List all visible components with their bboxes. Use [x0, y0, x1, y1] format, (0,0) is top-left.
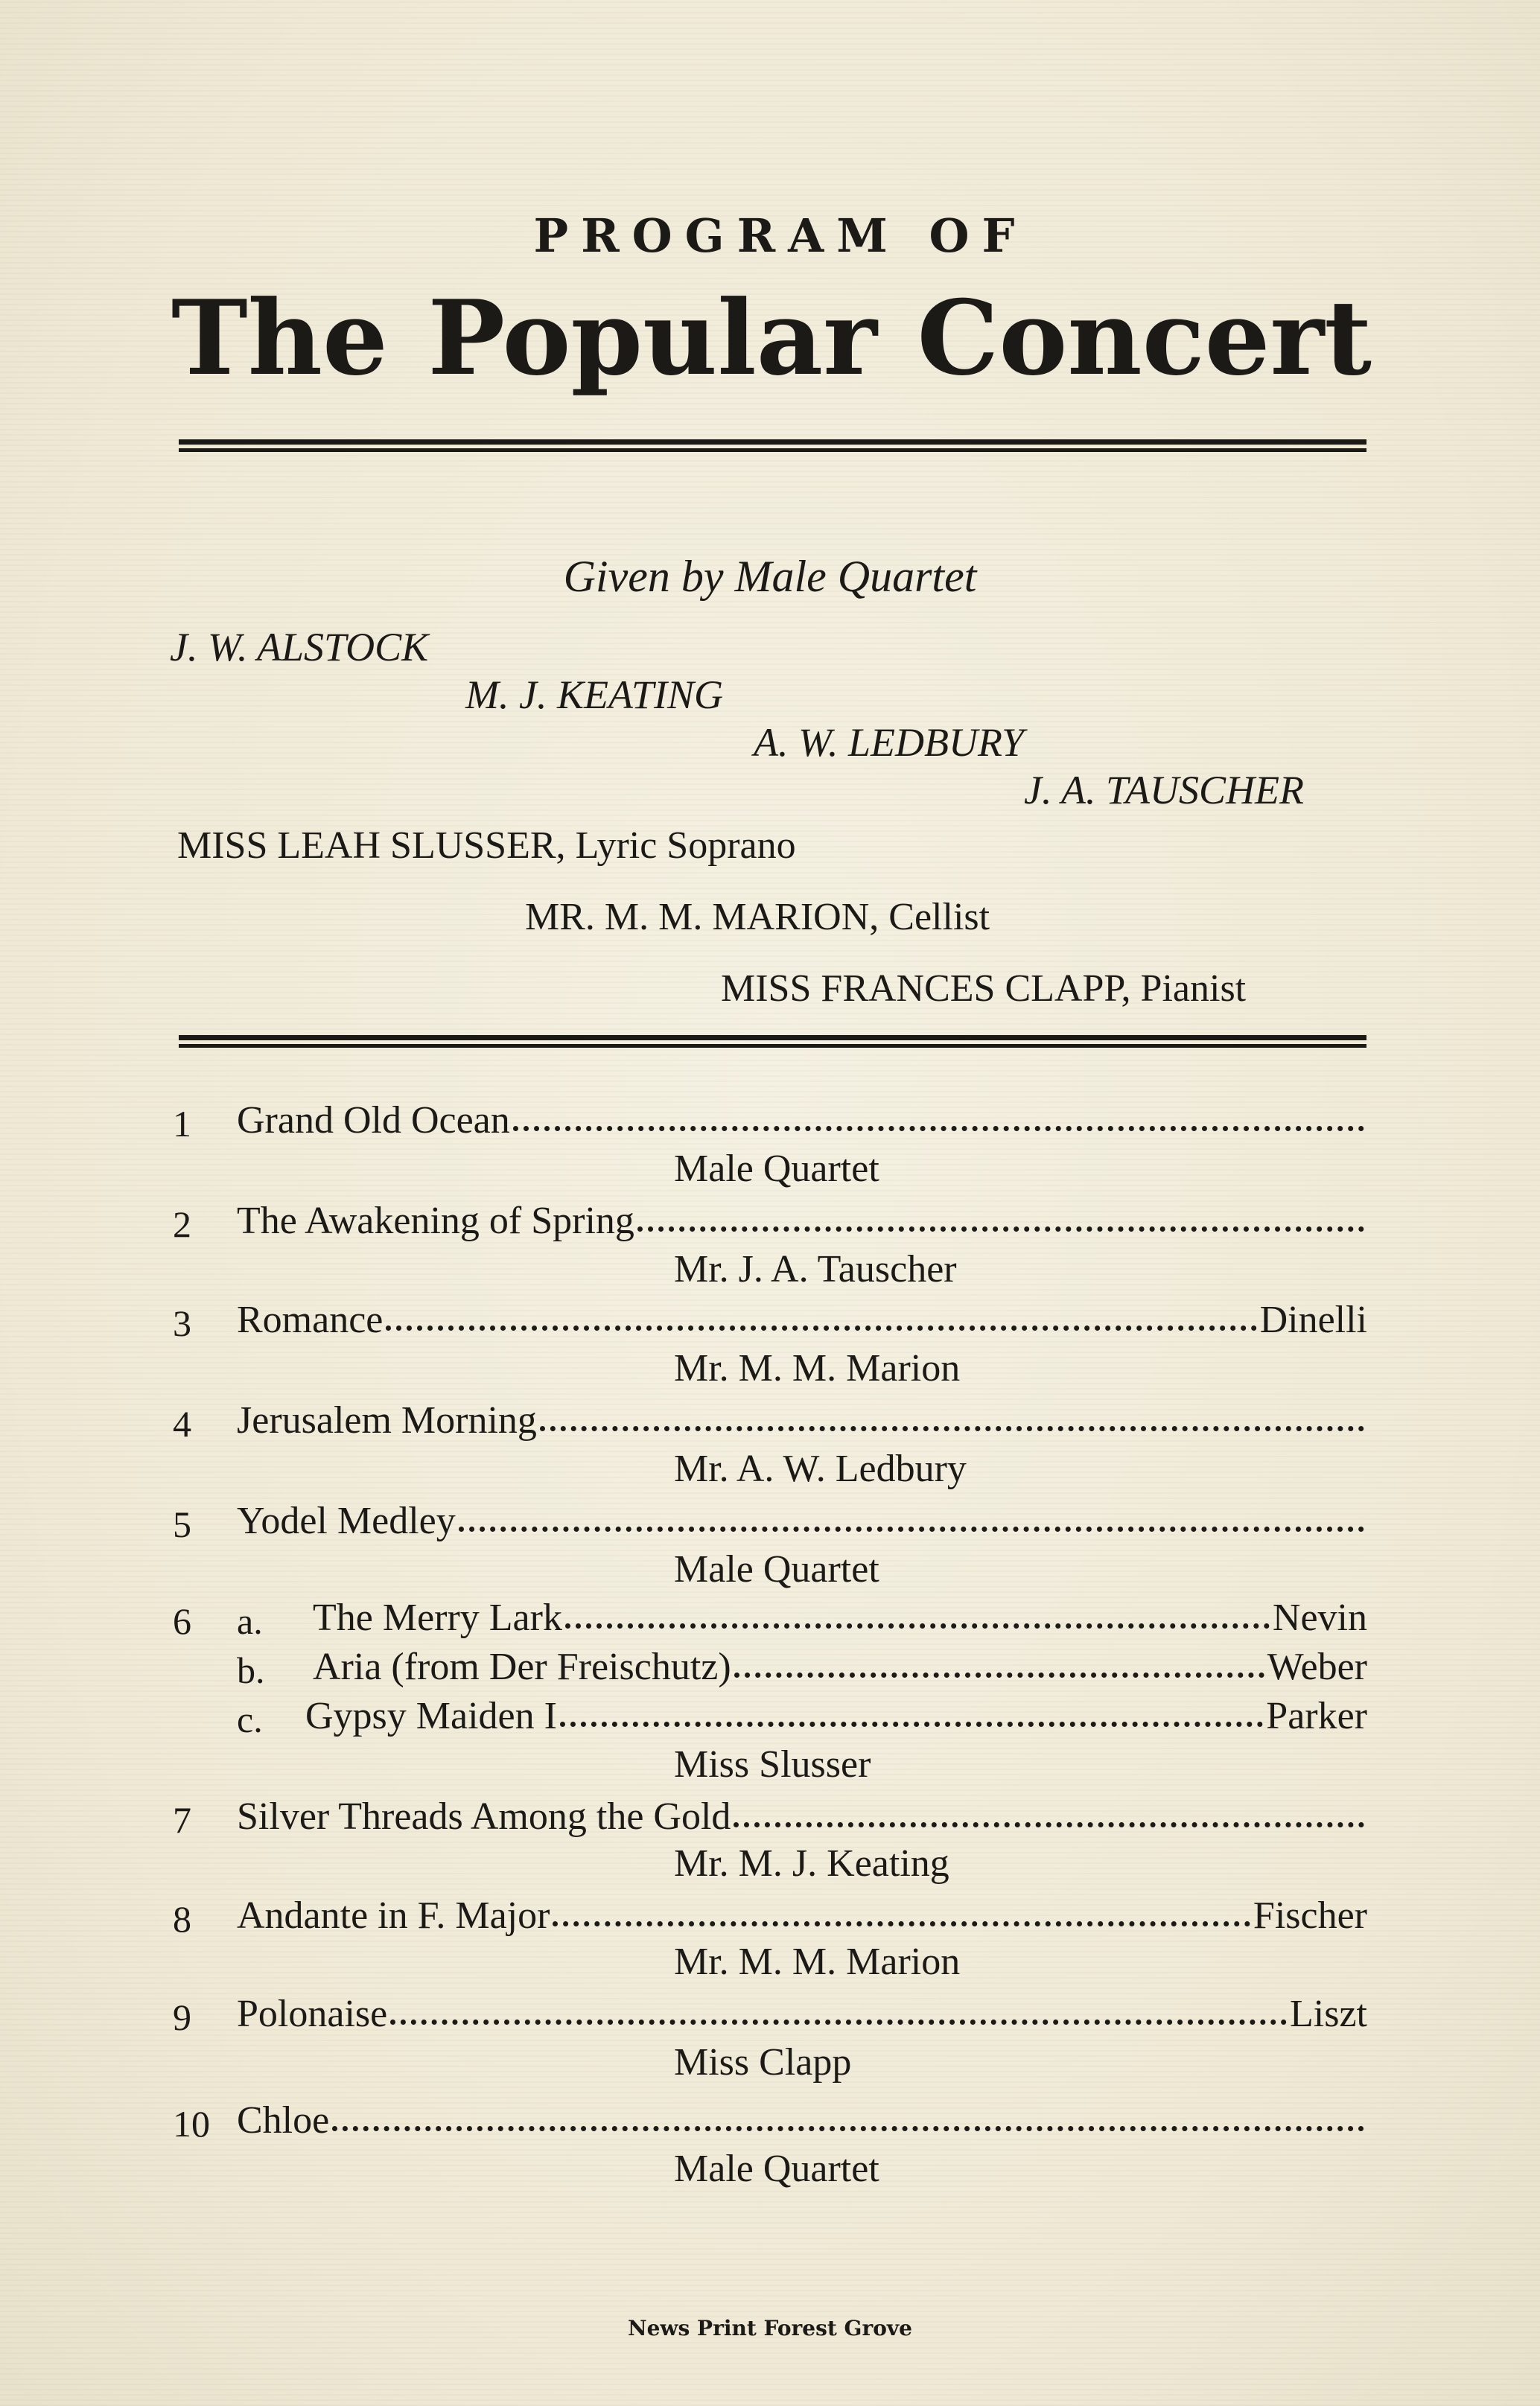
dot-leader: [637, 1226, 1364, 1232]
program-number: 4: [173, 1403, 191, 1445]
piece-title: Polonaise: [237, 1993, 388, 2035]
soloist-name: MR. M. M. MARION,: [525, 896, 879, 938]
piece-title: Romance: [237, 1299, 384, 1341]
sub-item-letter: a.: [237, 1600, 263, 1642]
quartet-member: J. A. TAUSCHER: [1024, 768, 1304, 812]
composer: Liszt: [1290, 1993, 1367, 2035]
piece-title: The Awakening of Spring: [237, 1200, 634, 1242]
piece-title: Andante in F. Major: [237, 1894, 550, 1937]
program-item: [237, 1298, 1367, 1342]
program-number: 3: [173, 1302, 191, 1344]
dot-leader: [565, 1623, 1270, 1629]
program-item: [237, 1795, 1367, 1839]
dot-leader: [513, 1126, 1364, 1131]
composer: Fischer: [1253, 1894, 1367, 1937]
dot-leader: [540, 1426, 1364, 1431]
performer: Miss Slusser: [674, 1743, 871, 1786]
composer: Weber: [1267, 1646, 1367, 1688]
sub-item-letter: c.: [237, 1699, 263, 1740]
program-item: [237, 1098, 1367, 1142]
composer: Parker: [1266, 1695, 1367, 1737]
soloist-cellist: [525, 895, 990, 939]
piece-title: Chloe: [237, 2099, 330, 2142]
dot-leader: [734, 1822, 1364, 1827]
given-by-line: Given by Male Quartet: [563, 552, 977, 601]
dot-leader: [553, 1921, 1250, 1926]
performer: Mr. M. M. Marion: [674, 1347, 961, 1390]
dot-leader: [386, 1325, 1256, 1331]
piece-title: The Merry Lark: [313, 1597, 562, 1639]
performer: Male Quartet: [674, 1148, 879, 1190]
soloist-name: MISS FRANCES CLAPP,: [721, 967, 1131, 1010]
dot-leader: [332, 2126, 1364, 2131]
program-number: 1: [173, 1103, 191, 1145]
program-number: 2: [173, 1203, 191, 1245]
quartet-member: J. W. ALSTOCK: [170, 625, 429, 669]
program-of-heading: PROGRAM OF: [533, 209, 1028, 263]
printer-credit: News Print Forest Grove: [628, 2316, 912, 2340]
sub-item-letter: b.: [237, 1649, 265, 1691]
piece-title: Grand Old Ocean: [237, 1099, 510, 1142]
piece-title: Silver Threads Among the Gold: [237, 1795, 731, 1838]
soloist-pianist: [721, 967, 1246, 1011]
performer: Mr. J. A. Tauscher: [674, 1248, 957, 1290]
program-item: [237, 1894, 1367, 1938]
quartet-member: M. J. KEATING: [465, 672, 723, 717]
double-rule-middle: [179, 1035, 1366, 1050]
dot-leader: [560, 1722, 1263, 1727]
program-number: 10: [173, 2103, 210, 2145]
composer: Nevin: [1272, 1597, 1367, 1639]
performer: Mr. M. M. Marion: [674, 1941, 961, 1983]
program-number: 7: [173, 1799, 191, 1841]
piece-title: Gypsy Maiden I: [305, 1695, 557, 1737]
quartet-member: A. W. LEDBURY: [754, 720, 1025, 765]
program-number: 5: [173, 1503, 191, 1545]
program-number: 9: [173, 1996, 191, 2038]
program-subitem: [305, 1694, 1367, 1738]
performer: Mr. A. W. Ledbury: [674, 1448, 967, 1490]
dot-leader: [734, 1673, 1264, 1678]
soloist-name: MISS LEAH SLUSSER,: [177, 824, 566, 867]
program-subitem: [313, 1645, 1367, 1689]
piece-title: Yodel Medley: [237, 1500, 456, 1542]
program-number: 8: [173, 1898, 191, 1940]
composer: Dinelli: [1259, 1299, 1367, 1341]
piece-title: Aria (from Der Freischutz): [313, 1646, 731, 1688]
double-rule-top: [179, 439, 1366, 454]
program-item: [237, 1199, 1367, 1243]
program-subitem: [313, 1596, 1367, 1640]
program-item: [237, 1398, 1367, 1442]
performer: Mr. M. J. Keating: [674, 1842, 949, 1885]
program-item: [237, 1992, 1367, 2036]
concert-title: The Popular Concert: [171, 277, 1372, 398]
soloist-soprano: [177, 824, 796, 868]
performer: Male Quartet: [674, 2148, 879, 2190]
program-number: 6: [173, 1600, 191, 1642]
dot-leader: [390, 2020, 1287, 2025]
performer: Miss Clapp: [674, 2041, 852, 2084]
soloist-role: Pianist: [1140, 967, 1247, 1010]
dot-leader: [459, 1527, 1364, 1532]
program-item: [237, 1499, 1367, 1543]
performer: Male Quartet: [674, 1548, 879, 1591]
piece-title: Jerusalem Morning: [237, 1399, 537, 1442]
soloist-role: Cellist: [888, 896, 990, 938]
program-item: [237, 2098, 1367, 2142]
soloist-role: Lyric Soprano: [575, 824, 796, 867]
